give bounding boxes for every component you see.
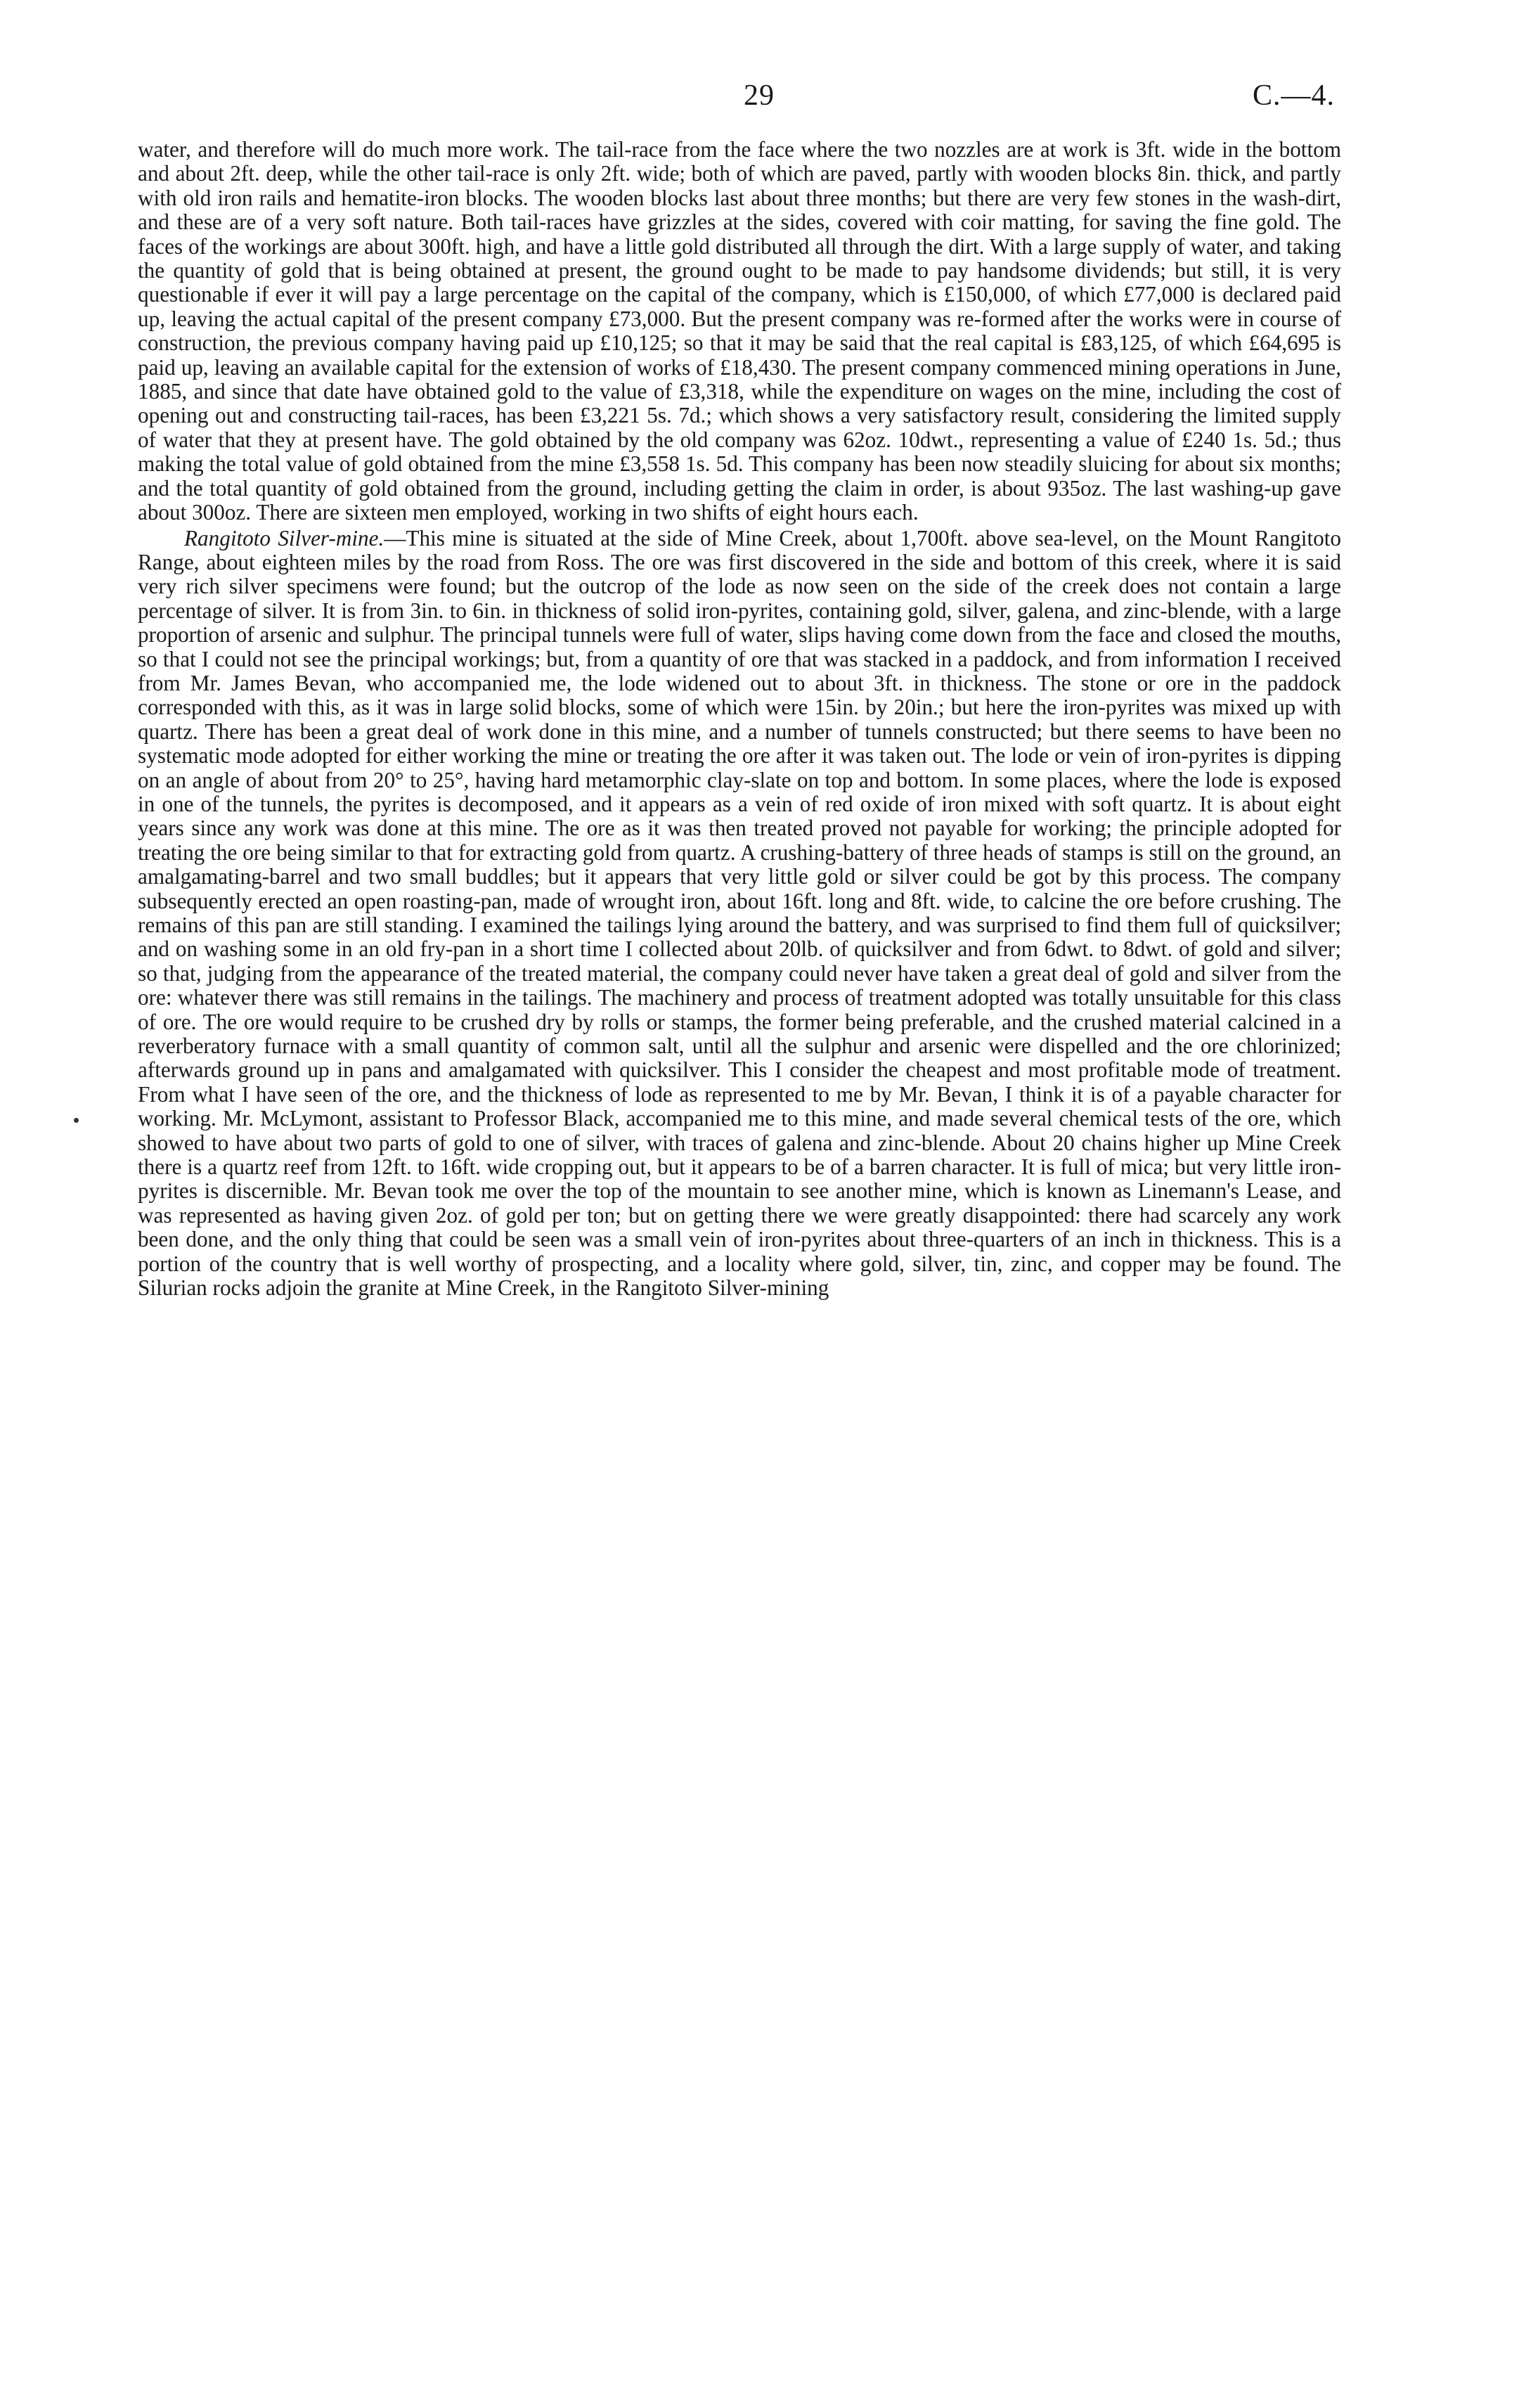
run-in-heading: Rangitoto Silver-mine. [184,525,384,551]
document-series-code: C.—4. [1252,79,1335,112]
page-number: 29 [744,79,775,112]
paragraph-body: —This mine is situated at the side of Mine Creek, about 1,700ft. above sea-level, on the Mount Rangitoto Range, about eighteen miles by the road from Ross. The ore was first discovered in the side and bottom of this creek, where it is said very rich silver specimens were found; but the outcrop of the lode as now seen on the side of the creek does not contain a large percentage of silver. It is from 3in. to 6in. in thickness of solid iron-pyrites, containing gold, silver, galena, and zinc-blende, with a large proportion of arsenic and sulphur. The principal tunnels were full of water, slips having come down from the face and closed the mouths, so that I could not see the principal workings; but, from a quantity of ore that was stacked in a paddock, and from information I received from Mr. James Bevan, who accompanied me, the lode widened out to about 3ft. in thickness. The stone or ore in the paddock corresponded with this, as it was in large solid blocks, some of which were 15in. by 20in.; but here the iron-pyrites was mixed up with quartz. There has been a great deal of work done in this mine, and a number of tunnels constructed; but there seems to have been no systematic mode adopted for either working the mine or treating the ore after it was taken out. The lode or vein of iron-pyrites is dipping on an angle of about from 20° to 25°, having hard metamorphic clay-slate on top and bottom. In some places, where the lode is exposed in one of the tunnels, the pyrites is decomposed, and it appears as a vein of red oxide of iron mixed with soft quartz. It is about eight years since any work was done at this mine. The ore as it was then treated proved not payable for working; the principle adopted for treating the ore being similar to that for extracting gold from quartz. A crushing-battery of three heads of stamps is still on the ground, an amalgamating-barrel and two small buddles; but it appears that very little gold or silver could be got by this process. The company subsequently erected an open roasting-pan, made of wrought iron, about 16ft. long and 8ft. wide, to calcine the ore before crushing. The remains of this pan are still standing. I examined the tailings lying around the battery, and was surprised to find them full of quicksilver; and on washing some in an old fry-pan in a short time I collected about 20lb. of quicksilver and from 6dwt. to 8dwt. of gold and silver; so that, judging from the appearance of the treated material, the company could never have taken a great deal of gold and silver from the ore: whatever there was still remains in the tailings. The machinery and process of treatment adopted was totally unsuitable for this class of ore. The ore would require to be crushed dry by rolls or stamps, the former being preferable, and the crushed material calcined in a reverberatory furnace with a small quantity of common salt, until all the sulphur and arsenic were dispelled and the ore chlorinized; afterwards ground up in pans and amalgamated with quicksilver. This I consider the cheapest and most profitable mode of treatment. From what I have seen of the ore, and the thickness of lode as represented to me by Mr. Bevan, I think it is of a payable character for working. Mr. McLymont, assistant to Professor Black, accompanied me to this mine, and made several chemical tests of the ore, which showed to have about two parts of gold to one of silver, with traces of galena and zinc-blende. About 20 chains higher up Mine Creek there is a quartz reef from 12ft. to 16ft. wide cropping out, but it appears to be of a barren character. It is full of mica; but very little iron-pyrites is discernible. Mr. Bevan took me over the top of the mountain to see another mine, which is known as Linemann's Lease, and was represented as having given 2oz. of gold per ton; but on getting there we were greatly disappointed: there had scarcely any work been done, and the only thing that could be seen was a small vein of iron-pyrites about three-quarters of an inch in thickness. This is a portion of the country that is well worthy of prospecting, and a locality where gold, silver, tin, zinc, and copper may be found. The Silurian rocks adjoin the granite at Mine Creek, in the Rangitoto Silver-mining [138,525,1341,1301]
body-text [138,138,1341,1301]
margin-ink-mark [74,1118,79,1123]
paragraph-tail-race: water, and therefore will do much more work. The tail-race from the face where the two nozzles are at work is 3ft. wide in the bottom and about 2ft. deep, while the other tail-race is only 2ft. wide; both of which are paved, partly with wooden blocks 8in. thick, and partly with old iron rails and hematite-iron blocks. The wooden blocks last about three months; but there are very few stones in the wash-dirt, and these are of a very soft nature. Both tail-races have grizzles at the sides, covered with coir matting, for saving the fine gold. The faces of the workings are about 300ft. high, and have a little gold distributed all through the dirt. With a large supply of water, and taking the quantity of gold that is being obtained at present, the ground ought to be made to pay handsome dividends; but still, it is very questionable if ever it will pay a large percentage on the capital of the company, which is £150,000, of which £77,000 is declared paid up, leaving the actual capital of the present company £73,000. But the present company was re-formed after the works were in course of construction, the previous company having paid up £10,125; so that it may be said that the real capital is £83,125, of which £64,695 is paid up, leaving an available capital for the extension of works of £18,430. The present company commenced mining operations in June, 1885, and since that date have obtained gold to the value of £3,318, while the expenditure on wages on the mine, including the cost of opening out and constructing tail-races, has been £3,221 5s. 7d.; which shows a very satisfactory result, considering the limited supply of water that they at present have. The gold obtained by the old company was 62oz. 10dwt., representing a value of £240 1s. 5d.; thus making the total value of gold obtained from the mine £3,558 1s. 5d. This company has been now steadily sluicing for about six months; and the total quantity of gold obtained from the ground, including getting the claim in order, is about 935oz. The last washing-up gave about 300oz. There are sixteen men employed, working in two shifts of eight hours each. [138,137,1341,525]
paragraph-rangitoto-silver-mine [138,527,1341,1301]
